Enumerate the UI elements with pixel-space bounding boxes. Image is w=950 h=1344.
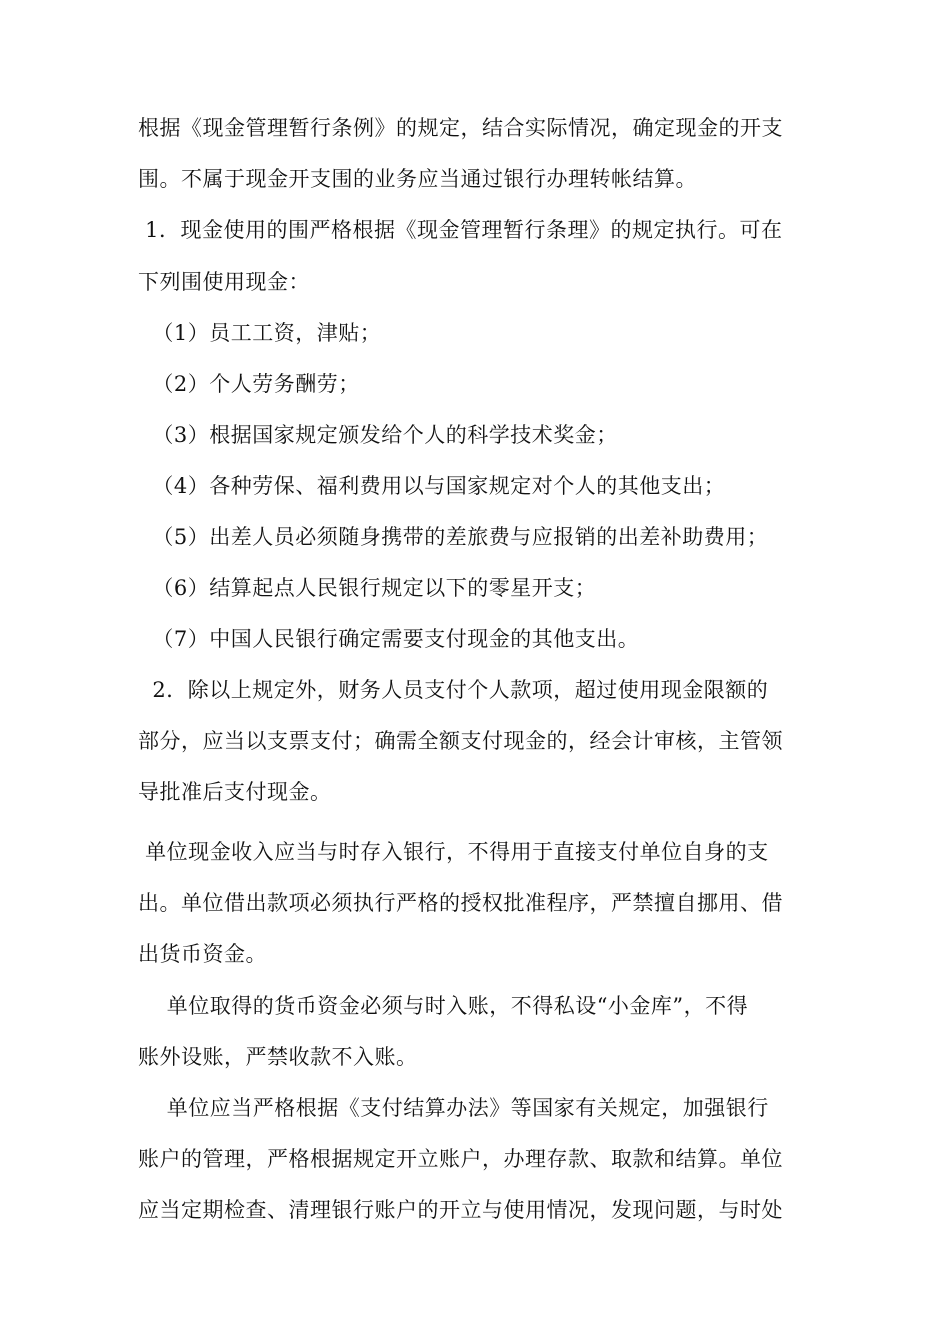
text-line: 单位取得的货币资金必须与时入账，不得私设“小金库”，不得	[138, 994, 749, 1018]
text-line: 导批准后支付现金。	[138, 780, 332, 804]
text-line: 部分，应当以支票支付；确需全额支付现金的，经会计审核，主管领	[138, 729, 783, 753]
text-line: （3）根据国家规定颁发给个人的科学技术奖金；	[138, 423, 618, 447]
text-line: （7）中国人民银行确定需要支付现金的其他支出。	[138, 627, 640, 651]
text-line: （4）各种劳保、福利费用以与国家规定对个人的其他支出；	[138, 474, 726, 498]
text-line: 根据《现金管理暂行条例》的规定，结合实际情况，确定现金的开支	[138, 116, 783, 140]
text-line: 单位应当严格根据《支付结算办法》等国家有关规定，加强银行	[138, 1096, 769, 1120]
text-line: 应当定期检查、清理银行账户的开立与使用情况，发现问题，与时处	[138, 1198, 783, 1222]
text-line: 出货币资金。	[138, 942, 267, 966]
text-line: 围。不属于现金开支围的业务应当通过银行办理转帐结算。	[138, 167, 697, 191]
text-line: 账户的管理，严格根据规定开立账户，办理存款、取款和结算。单位	[138, 1147, 783, 1171]
text-line: （5）出差人员必须随身携带的差旅费与应报销的出差补助费用；	[138, 525, 769, 549]
text-line: （6）结算起点人民银行规定以下的零星开支；	[138, 576, 597, 600]
text-line: 账外设账，严禁收款不入账。	[138, 1045, 418, 1069]
text-line: 1．现金使用的围严格根据《现金管理暂行条理》的规定执行。可在	[138, 218, 783, 242]
text-line: （2）个人劳务酬劳；	[138, 372, 360, 396]
text-line: 下列围使用现金：	[138, 270, 310, 294]
text-line: 2．除以上规定外，财务人员支付个人款项，超过使用现金限额的	[138, 678, 769, 702]
text-line: 单位现金收入应当与时存入银行，不得用于直接支付单位自身的支	[138, 840, 769, 864]
text-line: （1）员工工资，津贴；	[138, 321, 382, 345]
text-line: 出。单位借出款项必须执行严格的授权批准程序，严禁擅自挪用、借	[138, 891, 783, 915]
